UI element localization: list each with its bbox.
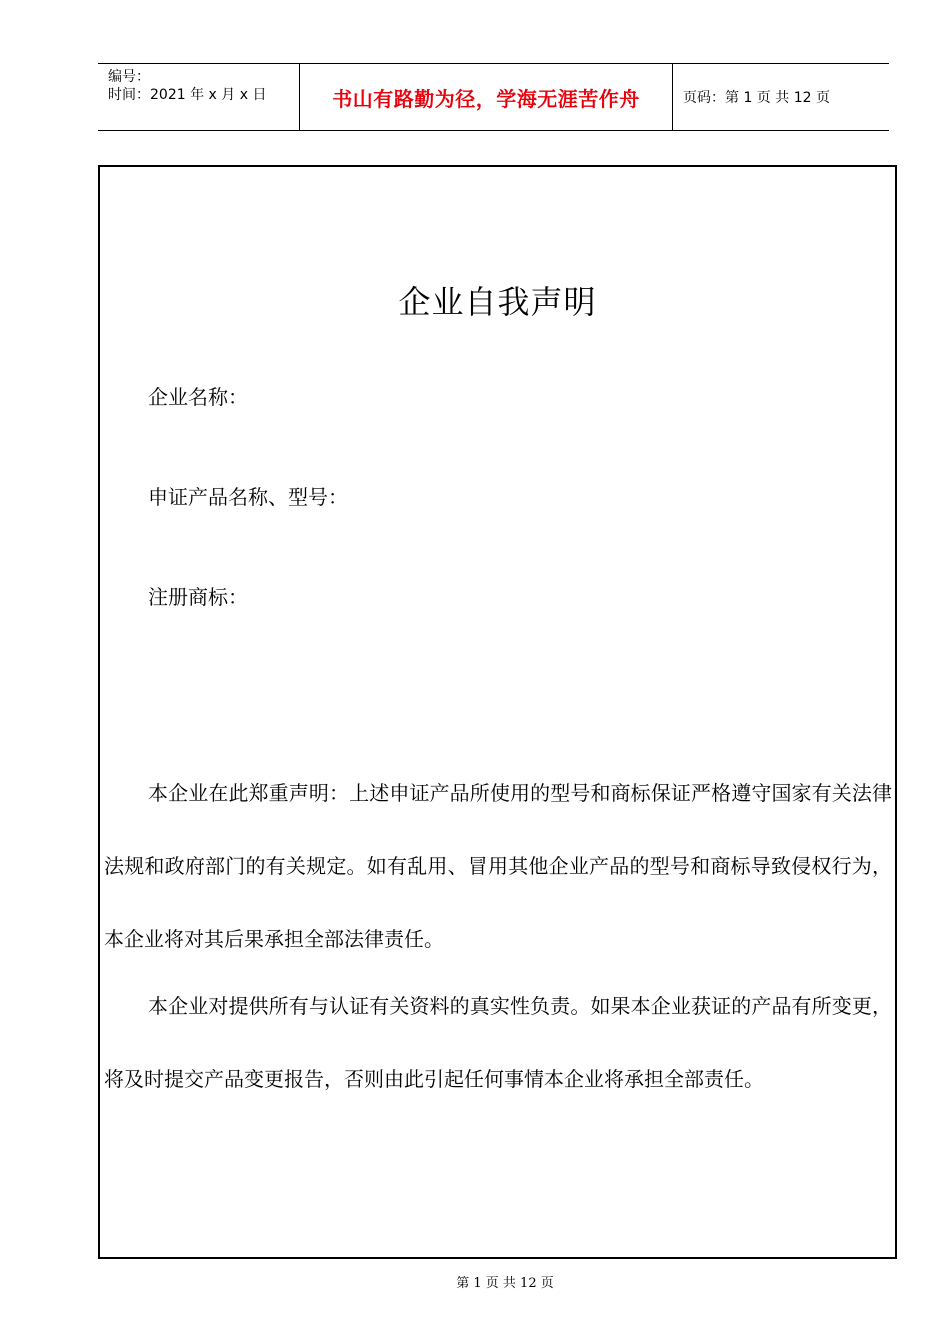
field-trademark: 注册商标： xyxy=(148,585,248,609)
document-title: 企业自我声明 xyxy=(398,283,597,321)
header-page-info: 页码：第 1 页 共 12 页 xyxy=(683,90,830,106)
declaration-frame xyxy=(98,165,897,1259)
page-footer: 第 1 页 共 12 页 xyxy=(456,1276,554,1291)
doc-number-label: 编号： xyxy=(108,69,150,85)
field-company-name: 企业名称： xyxy=(148,385,248,409)
declaration-paragraph-2: 本企业对提供所有与认证有关资料的真实性负责。如果本企业获证的产品有所变更，将及时提交产品变更报告，否则由此引起任何事情本企业将承担全部责任。 xyxy=(104,994,892,1091)
header-meta xyxy=(98,64,300,130)
declaration-paragraph-1: 本企业在此郑重声明：上述申证产品所使用的型号和商标保证严格遵守国家有关法律法规和政府部门的有关规定。如有乱用、冒用其他企业产品的型号和商标导致侵权行为，本企业将对其后果承担全部法律责任。 xyxy=(104,781,892,951)
field-product-model: 申证产品名称、型号： xyxy=(148,485,348,509)
header-motto: 书山有路勤为径，学海无涯苦作舟 xyxy=(300,64,673,130)
page-header xyxy=(98,63,889,131)
doc-time-label: 时间：2021 年 x 月 x 日 xyxy=(108,87,267,103)
